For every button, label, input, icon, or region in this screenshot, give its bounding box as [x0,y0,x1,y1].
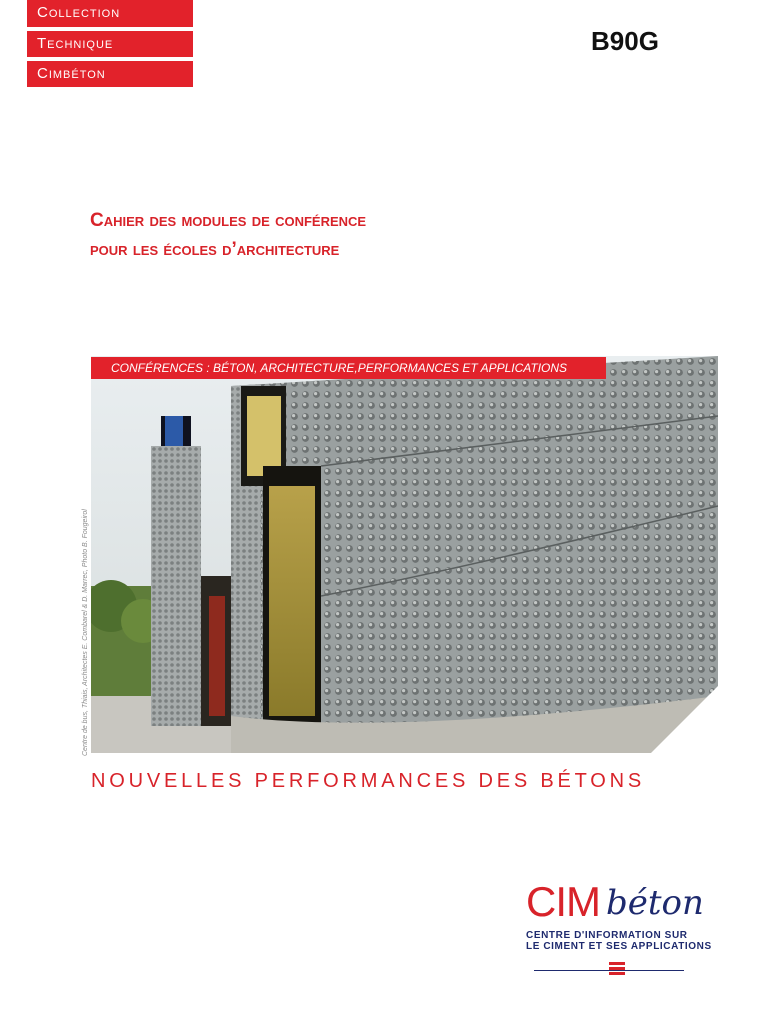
logo-subtitle-line-1: CENTRE D'INFORMATION SUR [526,930,688,941]
cimbeton-logo [526,880,716,986]
title-line-2: pour les écoles d’architecture [90,239,340,260]
conference-banner: CONFÉRENCES : BÉTON, ARCHITECTURE,PERFORMANCES ET APPLICATIONS [91,357,606,379]
collection-series-label [27,0,193,91]
logo-beton-text: béton [606,883,704,923]
title-line-1: Cahier des modules de conférence [90,210,367,231]
photo-credit: Centre de bus, Thiais, Architectes E. Combarel & D. Marrec, Photo B. Fougeirol [82,509,89,756]
document-title [90,206,366,264]
cover-headline: NOUVELLES PERFORMANCES DES BÉTONS [91,770,646,792]
logo-subtitle-line-2: LE CIMENT ET SES APPLICATIONS [526,941,712,952]
logo-cim-text: CIM [526,878,600,925]
series-collection: Collection [27,0,193,27]
cover-photo [91,356,718,753]
document-code: B90G [591,26,659,56]
logo-wordmark [526,880,716,928]
logo-rule-icon [526,960,716,986]
series-technique: Technique [27,31,193,57]
logo-subtitle [526,930,716,952]
series-cimbeton: Cimbéton [27,61,193,87]
